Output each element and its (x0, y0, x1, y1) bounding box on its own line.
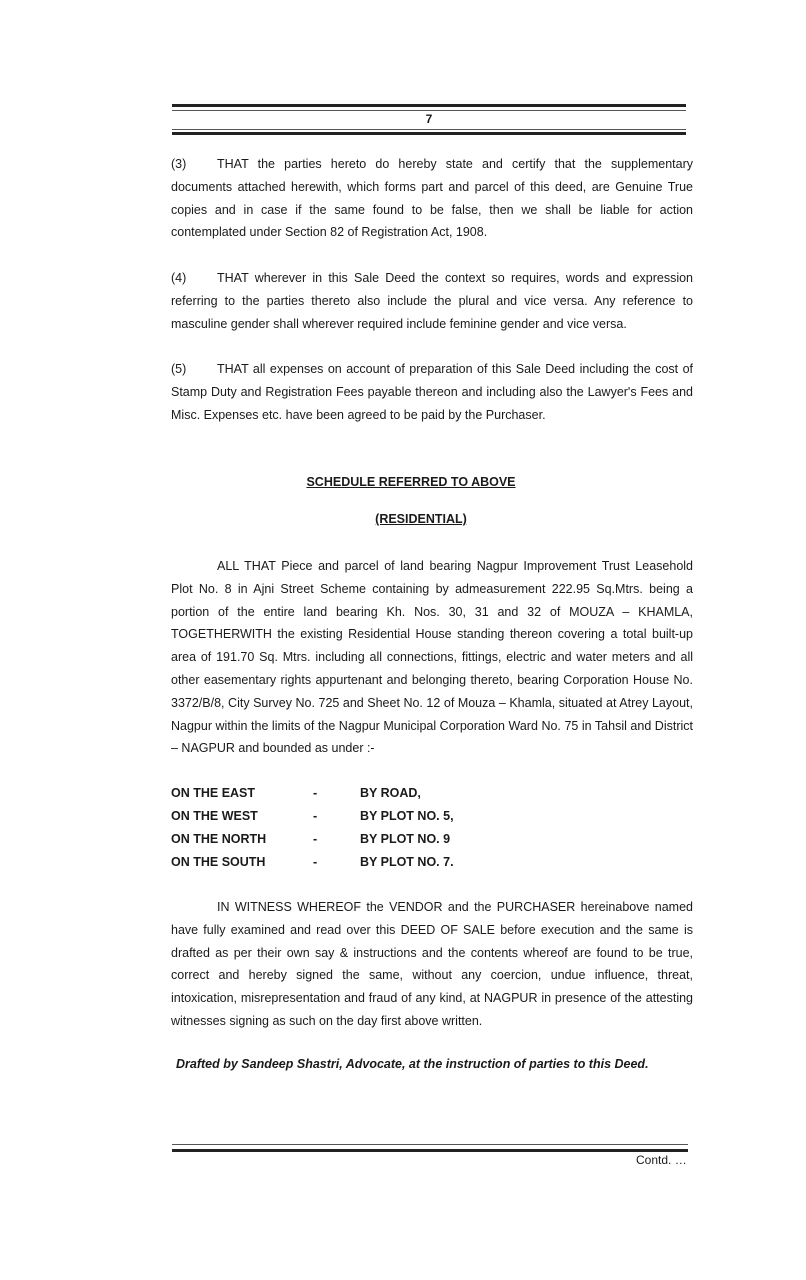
page-number: 7 (425, 112, 433, 126)
header-rule-thick-lower (172, 132, 686, 135)
boundary-dash: - (313, 809, 318, 823)
clause-4 (171, 267, 693, 335)
boundary-dash: - (313, 786, 318, 800)
footer-rule-thick (172, 1149, 688, 1152)
continued-label: Contd. … (636, 1153, 687, 1167)
boundary-direction: ON THE NORTH (171, 832, 267, 846)
clause-number: (3) (171, 157, 187, 171)
schedule-title: SCHEDULE REFERRED TO ABOVE (306, 475, 516, 489)
witness-paragraph: IN WITNESS WHEREOF the VENDOR and the PURCHASER hereinabove named have fully examined and read over this DEED OF SALE before execution and the same is drafted as per their own say & instructions and the contents whereof are found to be true, correct and hereby signed the same, without any coercion, undue influence, threat, intoxication, misrepresentation and fraud of any kind, at NAGPUR in presence of the attesting witnesses signing as such on the day first above written. (171, 900, 693, 1028)
footer-rule-thin (172, 1144, 688, 1145)
header-rule-thick (172, 104, 686, 107)
boundary-direction: ON THE WEST (171, 809, 258, 823)
boundary-direction: ON THE SOUTH (171, 855, 266, 869)
schedule-subtitle: (RESIDENTIAL) (375, 512, 467, 526)
boundary-dash: - (313, 855, 318, 869)
clause-text: THAT wherever in this Sale Deed the context so requires, words and expression referring to the parties thereto also include the plural and vice versa. Any reference to masculine gender shall wherever required include feminine gender and vice versa. (171, 271, 693, 331)
header-rule-thin-lower (172, 129, 686, 130)
drafted-by-note: Drafted by Sandeep Shastri, Advocate, at the instruction of parties to this Deed. (176, 1057, 649, 1071)
boundary-value: BY PLOT NO. 9 (360, 832, 451, 846)
clause-5 (171, 358, 693, 426)
clause-text: THAT the parties hereto do hereby state and certify that the supplementary documents attached herewith, which forms part and parcel of this deed, are Genuine True copies and in case if the same found to be false, then we shall be liable for action contemplated under Section 82 of Registration Act, 1908. (171, 157, 693, 240)
schedule-description: ALL THAT Piece and parcel of land bearing Nagpur Improvement Trust Leasehold Plot No. 8 in Ajni Street Scheme containing by admeasurement 222.95 Sq.Mtrs. being a portion of the entire land bearing Kh. Nos. 30, 31 and 32 of MOUZA – KHAMLA, TOGETHERWITH the existing Residential House standing thereon covering a total built-up area of 191.70 Sq. Mtrs. including all connections, fittings, electric and water meters and all other easementary rights appurtenant and belonging thereto, bearing Corporation House No. 3372/B/8, City Survey No. 725 and Sheet No. 12 of Mouza – Khamla, situated at Atrey Layout, Nagpur within the limits of the Nagpur Municipal Corporation Ward No. 75 in Tahsil and District – NAGPUR and bounded as under :- (171, 559, 693, 756)
clause-text: THAT all expenses on account of preparation of this Sale Deed including the cost of Stamp Duty and Registration Fees payable thereon and including also the Lawyer's Fees and Misc. Expenses etc. have been agreed to be paid by the Purchaser. (171, 362, 693, 422)
boundary-value: BY PLOT NO. 5, (360, 809, 454, 823)
clause-3 (171, 153, 693, 244)
clause-number: (5) (171, 362, 187, 376)
header-rule-thin (172, 110, 686, 111)
boundary-value: BY PLOT NO. 7. (360, 855, 454, 869)
boundary-value: BY ROAD, (360, 786, 421, 800)
boundary-direction: ON THE EAST (171, 786, 256, 800)
clause-number: (4) (171, 271, 187, 285)
boundary-dash: - (313, 832, 318, 846)
